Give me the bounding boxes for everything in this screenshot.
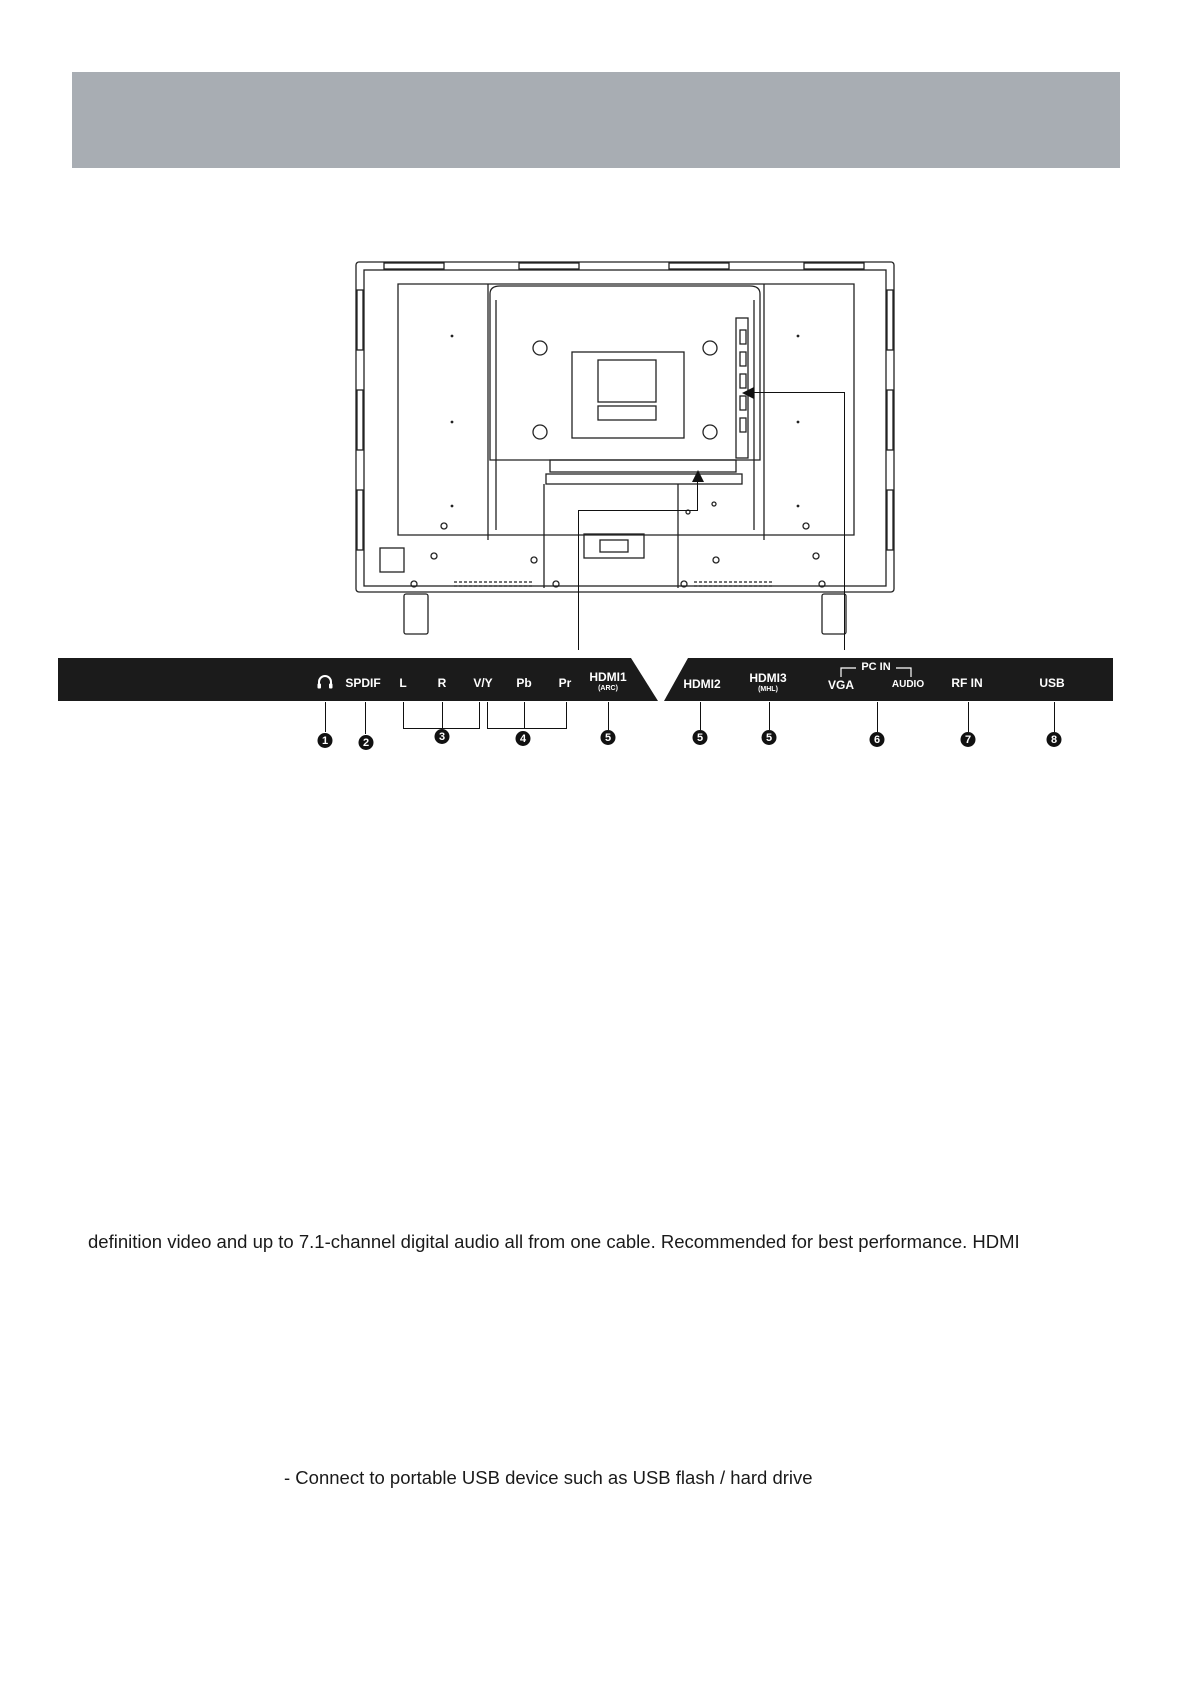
bracket-stem-r xyxy=(442,702,443,728)
port-label-audio: AUDIO xyxy=(891,679,925,690)
port-label-hdmi3-main: HDMI3 xyxy=(749,671,787,685)
callout-line-2 xyxy=(365,702,366,734)
port-label-pr: Pr xyxy=(558,676,572,690)
callout-badge-1: 1 xyxy=(318,733,333,748)
port-label-hdmi1 xyxy=(589,671,626,692)
callout-badge-5-hdmi2: 5 xyxy=(693,730,708,745)
pointer-line-bottom-vertical xyxy=(578,510,579,650)
port-label-hdmi1-main: HDMI1 xyxy=(589,670,627,684)
arrow-up-icon xyxy=(690,470,706,486)
body-text-line-hdmi: definition video and up to 7.1-channel digital audio all from one cable. Recommended for best performance. HDMI xyxy=(88,1231,1020,1252)
callout-line-hdmi1 xyxy=(608,702,609,730)
bracket-stem-pb xyxy=(524,702,525,728)
callout-badge-4: 4 xyxy=(516,731,531,746)
pointer-line-side-vertical xyxy=(844,392,845,650)
port-label-vy: V/Y xyxy=(473,676,493,690)
callout-line-hdmi3 xyxy=(769,702,770,730)
callout-line-hdmi2 xyxy=(700,702,701,730)
callout-badge-2: 2 xyxy=(359,735,374,750)
port-label-usb: USB xyxy=(1039,676,1065,690)
callout-line-usb xyxy=(1054,702,1055,732)
tv-rear-illustration xyxy=(354,260,896,636)
callout-line-1 xyxy=(325,702,326,732)
section-header-band xyxy=(72,72,1120,168)
callout-badge-8: 8 xyxy=(1047,732,1062,747)
pointer-line-side-horizontal xyxy=(748,392,845,393)
port-label-rf-in: RF IN xyxy=(951,676,983,690)
port-label-l: L xyxy=(399,676,407,690)
port-label-hdmi1-sub: (ARC) xyxy=(598,685,618,692)
arrow-left-icon xyxy=(742,386,758,400)
body-text-line-usb: - Connect to portable USB device such as USB flash / hard drive xyxy=(284,1467,813,1488)
callout-line-pc-in xyxy=(877,702,878,732)
port-label-pb: Pb xyxy=(516,676,532,690)
headphone-icon xyxy=(316,673,334,691)
port-label-r: R xyxy=(437,676,447,690)
callout-badge-7: 7 xyxy=(961,732,976,747)
callout-line-rf-in xyxy=(968,702,969,732)
port-label-hdmi3-sub: (MHL) xyxy=(758,686,778,693)
pointer-line-bottom-horizontal xyxy=(578,510,698,511)
pc-in-label: PC IN xyxy=(861,661,891,673)
port-label-hdmi2: HDMI2 xyxy=(683,677,721,691)
callout-badge-5-hdmi1: 5 xyxy=(601,730,616,745)
port-label-hdmi3 xyxy=(749,672,786,693)
callout-badge-3: 3 xyxy=(435,729,450,744)
port-label-spdif: SPDIF xyxy=(345,676,381,690)
port-label-vga: VGA xyxy=(827,678,855,692)
callout-badge-5-hdmi3: 5 xyxy=(762,730,777,745)
bracket-component xyxy=(487,702,567,729)
callout-badge-6: 6 xyxy=(870,732,885,747)
